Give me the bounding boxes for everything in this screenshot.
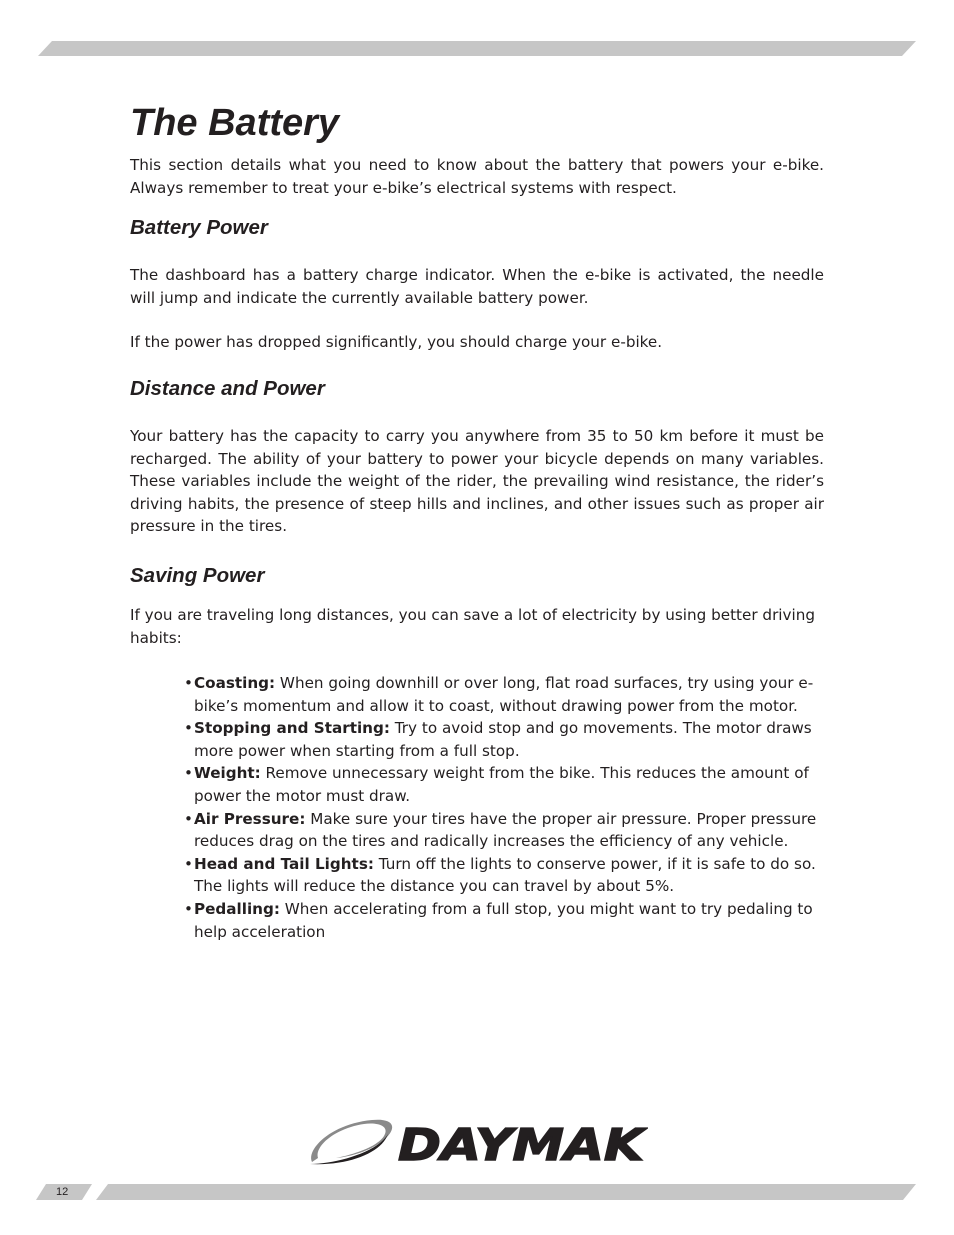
page-number: 12 (56, 1186, 69, 1198)
tip-text: When going downhill or over long, flat road surfaces, try using your e-bike’s momentum and allow it to coast, without drawing power from the motor. (194, 674, 814, 715)
bullet-icon: • (184, 719, 193, 738)
tip-text: Turn off the lights to conserve power, if it is safe to do so. The lights will reduce the distance you can travel by about 5%. (194, 854, 816, 896)
list-item (184, 853, 829, 898)
tip-text: Make sure your tires have the proper air pressure. Proper pressure reduces drag on the tires and radically increases the efficiency of any vehicle. (194, 809, 817, 851)
distance-power-paragraph: Your battery has the capacity to carry you anywhere from 35 to 50 km before it must be recharged. The ability of your battery to power your bicycle depends on many variables. These variables include the weight of the rider, the prevailing wind resistance, the rider’s driving habits, the presence of steep hills and inclines, and other issues such as proper air pressure in the tires. (130, 427, 824, 536)
swoosh-icon (310, 1120, 392, 1164)
footer-bar (0, 1182, 954, 1202)
tip-text: Remove unnecessary weight from the bike. This reduces the amount of power the motor must draw. (194, 764, 809, 805)
tip-text: Try to avoid stop and go movements. The motor draws more power when starting from a full stop. (194, 719, 812, 760)
list-item (184, 898, 829, 943)
saving-power-paragraph: If you are traveling long distances, you can save a lot of electricity by using better driving habits: (130, 606, 816, 647)
bullet-icon: • (184, 674, 193, 692)
battery-power-paragraph-2: If the power has dropped significantly, you should charge your e-bike. (130, 333, 663, 351)
list-item (184, 717, 829, 762)
list-item (184, 762, 829, 807)
header-bar (0, 40, 954, 58)
section-heading-distance-power: Distance and Power (130, 377, 325, 400)
section-heading-battery-power: Battery Power (130, 216, 268, 239)
logo-wordmark: DAYMAK (398, 1120, 648, 1168)
saving-tips-list (184, 672, 829, 943)
list-item (184, 808, 829, 853)
section-heading-saving-power: Saving Power (130, 564, 265, 587)
bullet-icon: • (184, 899, 193, 918)
tip-term: Stopping and Starting: (194, 719, 390, 738)
bullet-icon: • (184, 854, 193, 873)
intro-paragraph: This section details what you need to know about the battery that powers your e-bike. Always remember to treat your e-bike’s electrical systems with respect. (130, 156, 824, 197)
page-title: The Battery (130, 102, 340, 144)
tip-term: Weight: (194, 764, 261, 783)
tip-term: Coasting: (194, 674, 276, 692)
tip-term: Head and Tail Lights: (194, 854, 374, 873)
daymak-logo (306, 1112, 648, 1168)
list-item (184, 672, 829, 717)
bullet-icon: • (184, 809, 193, 828)
tip-term: Pedalling: (194, 899, 280, 918)
battery-power-paragraph-1: The dashboard has a battery charge indicator. When the e-bike is activated, the needle will jump and indicate the currently available battery power. (130, 266, 824, 307)
bullet-icon: • (184, 764, 193, 783)
tip-term: Air Pressure: (194, 809, 306, 828)
tip-text: When accelerating from a full stop, you might want to try pedaling to help acceleration (194, 899, 813, 941)
